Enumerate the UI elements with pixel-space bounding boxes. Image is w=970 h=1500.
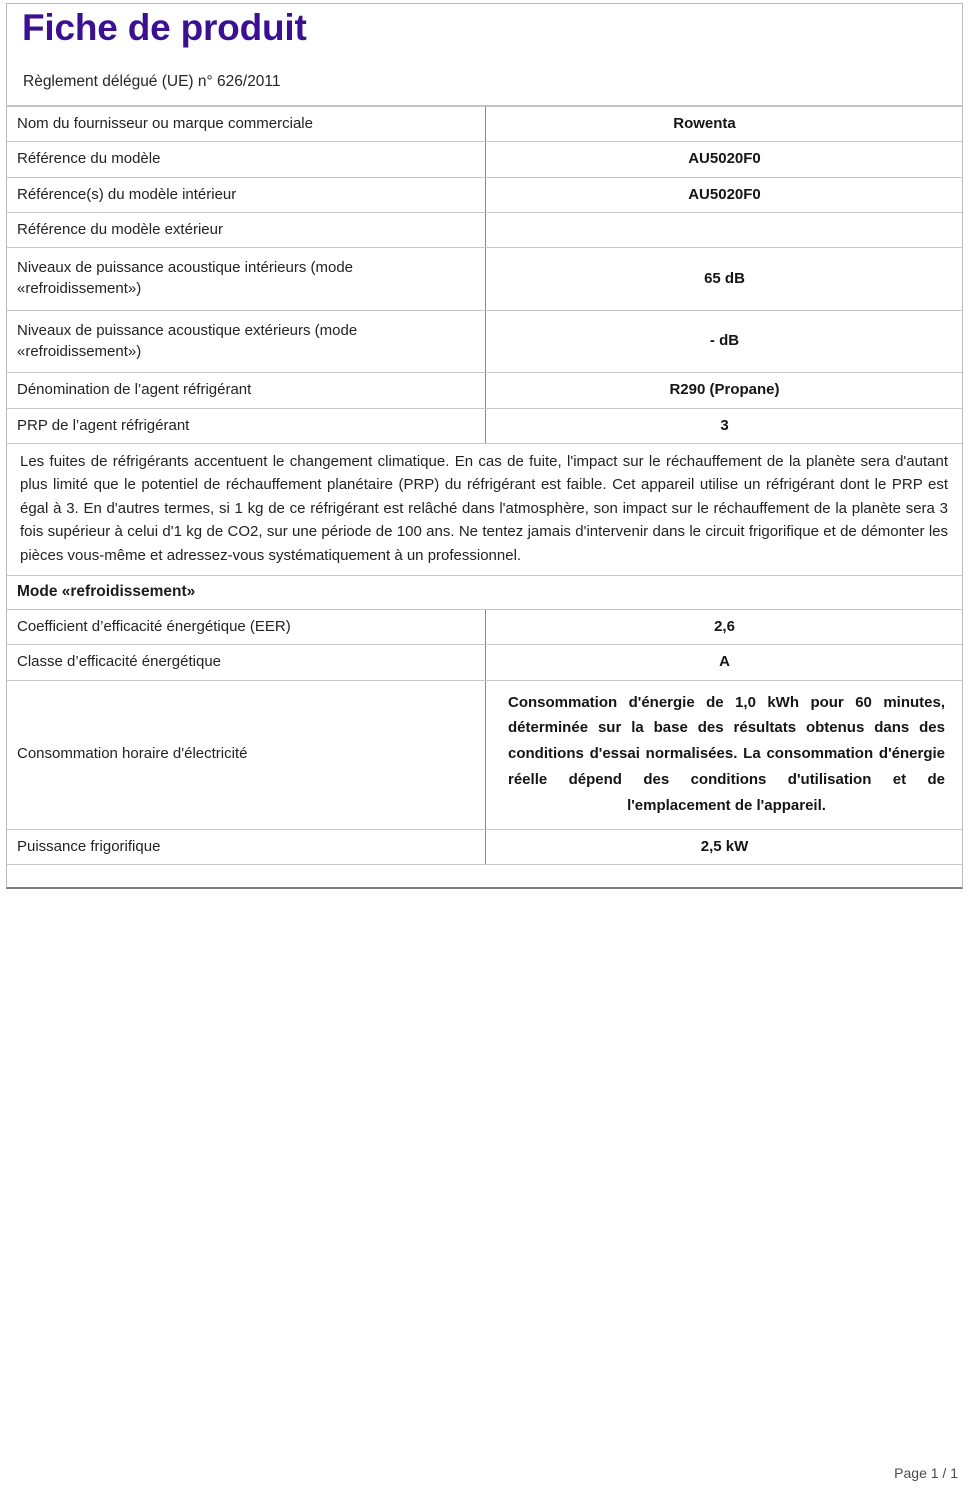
row-label: Classe d’efficacité énergétique: [6, 645, 486, 680]
table-row: [6, 829, 963, 864]
table-row: [6, 248, 963, 311]
row-value: R290 (Propane): [486, 373, 964, 408]
row-label: Consommation horaire d'électricité: [6, 680, 486, 829]
table-row: [6, 680, 963, 829]
row-value: - dB: [486, 310, 964, 373]
row-value: AU5020F0: [486, 142, 964, 177]
document-header: [6, 3, 963, 106]
table-row: [6, 107, 963, 142]
table-row: [6, 373, 963, 408]
table-row: [6, 609, 963, 644]
table-row: [6, 408, 963, 443]
row-value: A: [486, 645, 964, 680]
row-label: Référence du modèle extérieur: [6, 212, 486, 247]
row-label: PRP de l’agent réfrigérant: [6, 408, 486, 443]
regulation-reference: Règlement délégué (UE) n° 626/2011: [23, 73, 281, 90]
section-heading-cooling-mode: Mode «refroidissement»: [6, 575, 963, 609]
row-value: AU5020F0: [486, 177, 964, 212]
table-row: [6, 310, 963, 373]
refrigerant-notice-text: Les fuites de réfrigérants accentuent le changement climatique. En cas de fuite, l'impact sur le réchauffement de la planète sera d'autant plus limité que le potentiel de réchauffement planétaire (PRP) du réfrigérant est faible. Cet appareil utilise un réfrigérant dont le PRP est égal à 3. En d'autres termes, si 1 kg de ce réfrigérant est relâché dans l'atmosphère, son impact sur le réchauffement de la planète sera 3 fois supérieur à celui d'1 kg de CO2, sur une période de 100 ans. Ne tentez jamais d'intervenir dans le circuit frigorifique et de démonter les pièces vous-même et adressez-vous systématiquement à un professionnel.: [6, 443, 963, 575]
row-label: Puissance frigorifique: [6, 829, 486, 864]
table-row: [6, 142, 963, 177]
row-value: Rowenta: [486, 107, 964, 142]
row-label: Dénomination de l’agent réfrigérant: [6, 373, 486, 408]
row-label: Niveaux de puissance acoustique extérieurs (mode «refroidissement»): [6, 310, 486, 373]
row-value: 65 dB: [486, 248, 964, 311]
specification-table: [6, 106, 963, 865]
row-label: Nom du fournisseur ou marque commerciale: [6, 107, 486, 142]
row-value: 2,5 kW: [486, 829, 964, 864]
table-row: [6, 177, 963, 212]
row-value: 2,6: [486, 609, 964, 644]
table-row: [6, 645, 963, 680]
row-value: 3: [486, 408, 964, 443]
table-row: [6, 212, 963, 247]
row-label: Coefficient d’efficacité énergétique (EER): [6, 609, 486, 644]
row-label: Niveaux de puissance acoustique intérieurs (mode «refroidissement»): [6, 248, 486, 311]
row-label: Référence(s) du modèle intérieur: [6, 177, 486, 212]
page-indicator: Page 1 / 1: [894, 1465, 958, 1481]
section-heading-row: [6, 575, 963, 609]
refrigerant-notice-row: [6, 443, 963, 575]
row-value: Consommation d'énergie de 1,0 kWh pour 60 minutes, déterminée sur la base des résultats obtenus dans des conditions d'essai normalisées. La consommation d'énergie réelle dépend des conditions d'utilisation et de l'emplacement de l'appareil.: [486, 680, 964, 829]
page-title: Fiche de produit: [22, 7, 307, 48]
row-label: Référence du modèle: [6, 142, 486, 177]
row-value: [486, 212, 964, 247]
